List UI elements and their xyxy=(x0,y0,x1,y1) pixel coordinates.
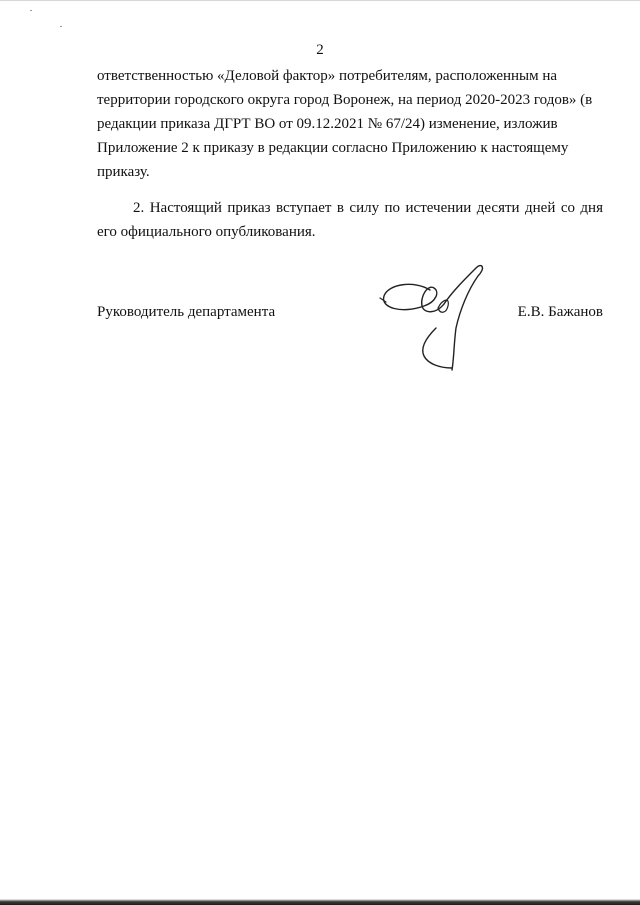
body-line: ответственностью «Деловой фактор» потребителям, расположенным на xyxy=(97,68,558,84)
document-body xyxy=(97,64,603,244)
body-line: приказу. xyxy=(97,164,150,180)
body-line: территории городского округа город Воронеж, на период 2020-2023 годов» (в xyxy=(97,92,593,108)
page-number: 2 xyxy=(316,42,324,58)
paragraph-2: 2. Настоящий приказ вступает в силу по истечении десяти дней со дня его официального опубликования. xyxy=(97,200,603,240)
body-line: Приложение 2 к приказу в редакции согласно Приложению к настоящему xyxy=(97,140,569,156)
signer-name: Е.В. Бажанов xyxy=(517,304,603,320)
handwritten-signature xyxy=(378,262,490,374)
scan-artifact xyxy=(60,26,62,27)
scan-top-edge xyxy=(0,0,640,1)
signature-block xyxy=(97,300,603,324)
scan-bottom-edge xyxy=(0,899,640,905)
body-line: редакции приказа ДГРТ ВО от 09.12.2021 № 67/24) изменение, изложив xyxy=(97,116,558,132)
scan-artifact xyxy=(30,10,32,11)
signer-title: Руководитель департамента xyxy=(97,304,276,320)
